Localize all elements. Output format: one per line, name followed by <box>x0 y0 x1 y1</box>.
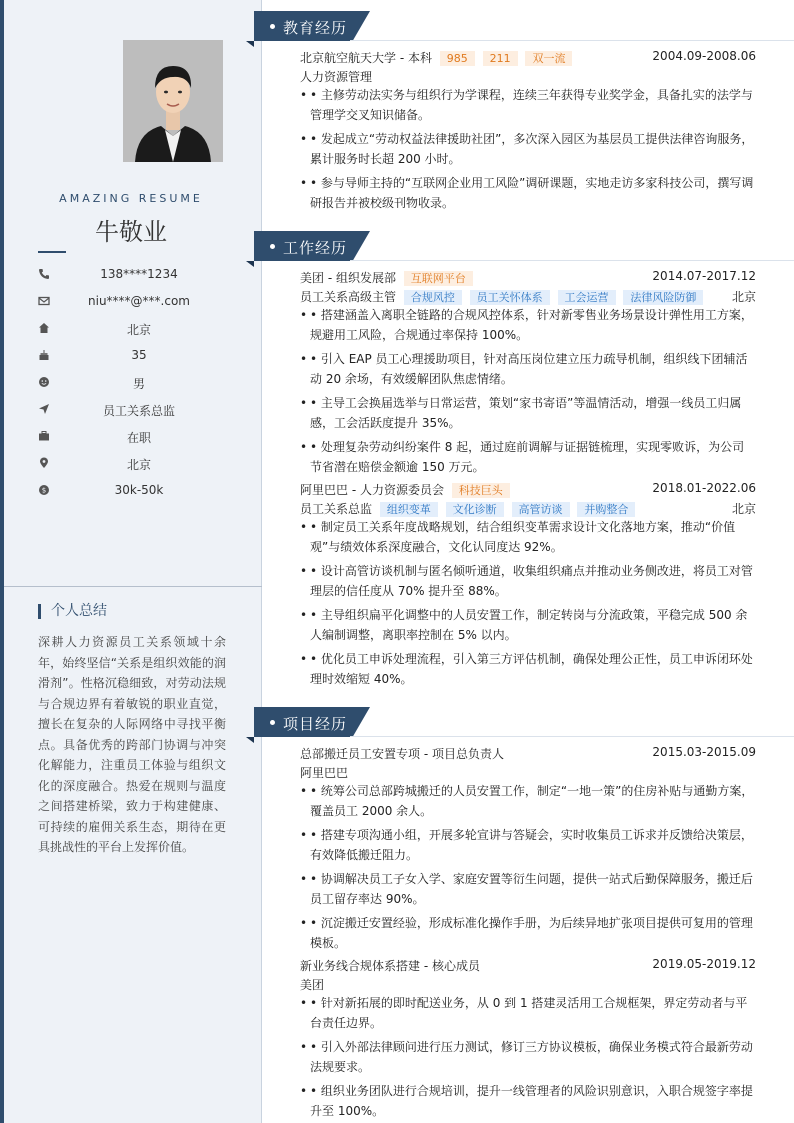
skill-tag: 并购整合 <box>577 502 635 517</box>
projects-heading: 项目经历 <box>283 715 348 733</box>
bullet-item: • • 搭建专项沟通小组，开展多轮宣讲与答疑会，实时收集员工诉求并反馈给决策层，有效降低搬迁阻力。 <box>300 825 756 865</box>
project-bullets <box>300 781 756 953</box>
hometown-value: 北京 <box>126 323 151 337</box>
info-status <box>38 427 238 447</box>
info-gender <box>38 373 238 393</box>
salary-value: 30k-50k <box>114 483 164 497</box>
job-date: 2014.07-2017.12 <box>652 269 756 283</box>
location-value: 北京 <box>126 458 151 472</box>
summary-text: 深耕人力资源员工关系领域十余年，始终坚信“关系是组织效能的润滑剂”。性格沉稳细致，对劳动法规与合规边界有着敏锐的职业直觉，擅长在复杂的人际网络中寻找平衡点。具备优秀的跨部门协调与冲突化解能力，注重员工体验与组织文化的深度融合。热爱在规则与温度之间搭建桥梁，致力于构建健康、可持续的雇佣关系生态，期待在更具挑战性的平台上发挥价值。 <box>38 635 226 854</box>
work-divider <box>350 260 794 261</box>
bullet-item: • • 协调解决员工子女入学、家庭安置等衍生问题，提供一站式后勤保障服务，搬迁后员工留存率达 90%。 <box>300 869 756 909</box>
skill-tag: 组织变革 <box>380 502 438 517</box>
bullet-item: • • 引入 EAP 员工心理援助项目，针对高压岗位建立压力疏导机制，组织线下团辅活动 20 余场，有效缓解团队焦虑情绪。 <box>300 349 756 389</box>
candidate-name: 牛敬业 <box>95 218 167 246</box>
bullet-item: • • 主导组织扁平化调整中的人员安置工作，制定转岗与分流政策，平稳完成 500 余人编制调整，离职率控制在 5% 以内。 <box>300 605 756 645</box>
project-org: 美团 <box>300 978 325 992</box>
project-name: 新业务线合规体系搭建 - 核心成员 <box>300 959 480 973</box>
skill-tag: 文化诊断 <box>446 502 504 517</box>
project-name: 总部搬迁员工安置专项 - 项目总负责人 <box>300 747 504 761</box>
project-bullets <box>300 993 756 1121</box>
phone-value: 138****1234 <box>100 267 178 281</box>
project-date: 2019.05-2019.12 <box>652 957 756 971</box>
person-portrait-icon <box>123 40 223 162</box>
education-divider <box>350 40 794 41</box>
education-section-header <box>254 11 374 41</box>
info-hometown <box>38 319 238 339</box>
bullet-item: • • 发起成立“劳动权益法律援助社团”，多次深入园区为基层员工提供法律咨询服务，累计服务时长超 200 小时。 <box>300 129 756 169</box>
job-entry <box>300 481 756 693</box>
job-date: 2018.01-2022.06 <box>652 481 756 495</box>
bullet-item: • • 处理复杂劳动纠纷案件 8 起，通过庭前调解与证据链梳理，实现零败诉，为公司节省潜在赔偿金额逾 150 万元。 <box>300 437 756 477</box>
info-email <box>38 292 238 312</box>
sidebar-divider <box>4 586 262 587</box>
status-value: 在职 <box>126 431 151 445</box>
position-value: 员工关系总监 <box>102 404 175 418</box>
job-role: 员工关系总监 <box>300 502 373 516</box>
major: 人力资源管理 <box>300 70 373 84</box>
info-phone <box>38 265 238 285</box>
resume-tagline: AMAZING RESUME <box>59 192 203 205</box>
job-role: 员工关系高级主管 <box>300 290 397 304</box>
email-value: niu****@***.com <box>88 294 190 308</box>
bullet-item: • • 组织业务团队进行合规培训，提升一线管理者的风险识别意识，入职合规签字率提升至 100%。 <box>300 1081 756 1121</box>
profile-photo <box>123 40 223 162</box>
svg-text:$: $ <box>41 486 47 495</box>
bullet-item: • • 统筹公司总部跨城搬迁的人员安置工作，制定“一地一策”的住房补贴与通勤方案，覆盖员工 2000 余人。 <box>300 781 756 821</box>
education-bullets <box>300 85 756 213</box>
education-entry <box>300 49 756 217</box>
bullet-item: • • 沉淀搬迁安置经验，形成标准化操作手册，为后续异地扩张项目提供可复用的管理模板。 <box>300 913 756 953</box>
projects-divider <box>350 736 794 737</box>
job-location: 北京 <box>731 502 756 516</box>
education-date: 2004.09-2008.06 <box>652 49 756 63</box>
bullet-item: • • 引入外部法律顾问进行压力测试，修订三方协议模板，确保业务模式符合最新劳动法规要求。 <box>300 1037 756 1077</box>
name-underline <box>38 251 66 253</box>
info-location <box>38 454 238 474</box>
sidebar-edge <box>0 0 4 1123</box>
job-entry <box>300 269 756 481</box>
work-section-header <box>254 231 374 261</box>
summary-heading: 个人总结 <box>38 604 107 619</box>
school-name: 北京航空航天大学 - 本科 <box>300 51 432 65</box>
project-entry <box>300 745 756 957</box>
company-name: 美团 - 组织发展部 <box>300 271 396 285</box>
bullet-item: • • 针对新拓展的即时配送业务，从 0 到 1 搭建灵活用工合规框架，界定劳动者与平台责任边界。 <box>300 993 756 1033</box>
project-entry <box>300 957 756 1123</box>
skill-tag: 高管访谈 <box>512 502 570 517</box>
skill-tag: 员工关怀体系 <box>470 290 550 305</box>
work-heading: 工作经历 <box>283 239 348 257</box>
education-heading: 教育经历 <box>283 19 348 37</box>
bullet-item: • • 优化员工申诉处理流程，引入第三方评估机制，确保处理公正性，员工申诉闭环处理时效缩短 40%。 <box>300 649 756 689</box>
age-value: 35 <box>131 348 147 362</box>
job-bullets <box>300 517 756 689</box>
info-position <box>38 400 238 420</box>
skill-tag: 法律风险防御 <box>623 290 703 305</box>
bullet-item: • • 制定员工关系年度战略规划，结合组织变革需求设计文化落地方案，推动“价值观”与绩效体系深度融合，文化认同度达 92%。 <box>300 517 756 557</box>
info-salary <box>38 481 238 501</box>
sidebar <box>0 0 262 1123</box>
company-tag: 互联网平台 <box>404 271 473 286</box>
company-tag: 科技巨头 <box>452 483 510 498</box>
school-tag: 双一流 <box>525 51 572 66</box>
job-bullets <box>300 305 756 477</box>
school-tag: 211 <box>483 51 518 66</box>
project-org: 阿里巴巴 <box>300 766 349 780</box>
company-name: 阿里巴巴 - 人力资源委员会 <box>300 483 444 497</box>
bullet-item: • • 设计高管访谈机制与匿名倾听通道，收集组织痛点并推动业务侧改进，将员工对管理层的信任度从 70% 提升至 88%。 <box>300 561 756 601</box>
skill-tag: 工会运营 <box>558 290 616 305</box>
project-date: 2015.03-2015.09 <box>652 745 756 759</box>
info-age <box>38 346 238 366</box>
job-location: 北京 <box>731 290 756 304</box>
bullet-item: • • 参与导师主持的“互联网企业用工风险”调研课题，实地走访多家科技公司，撰写调研报告并被校级刊物收录。 <box>300 173 756 213</box>
bullet-item: • • 搭建涵盖入离职全链路的合规风控体系，针对新零售业务场景设计弹性用工方案，规避用工风险，合规通过率保持 100%。 <box>300 305 756 345</box>
bullet-item: • • 主修劳动法实务与组织行为学课程，连续三年获得专业奖学金，具备扎实的法学与管理学交叉知识储备。 <box>300 85 756 125</box>
skill-tag: 合规风控 <box>404 290 462 305</box>
bullet-item: • • 主导工会换届选举与日常运营，策划“家书寄语”等温情活动，增强一线员工归属感，工会活跃度提升 35%。 <box>300 393 756 433</box>
school-tag: 985 <box>440 51 475 66</box>
gender-value: 男 <box>132 377 145 391</box>
projects-section-header <box>254 707 374 737</box>
